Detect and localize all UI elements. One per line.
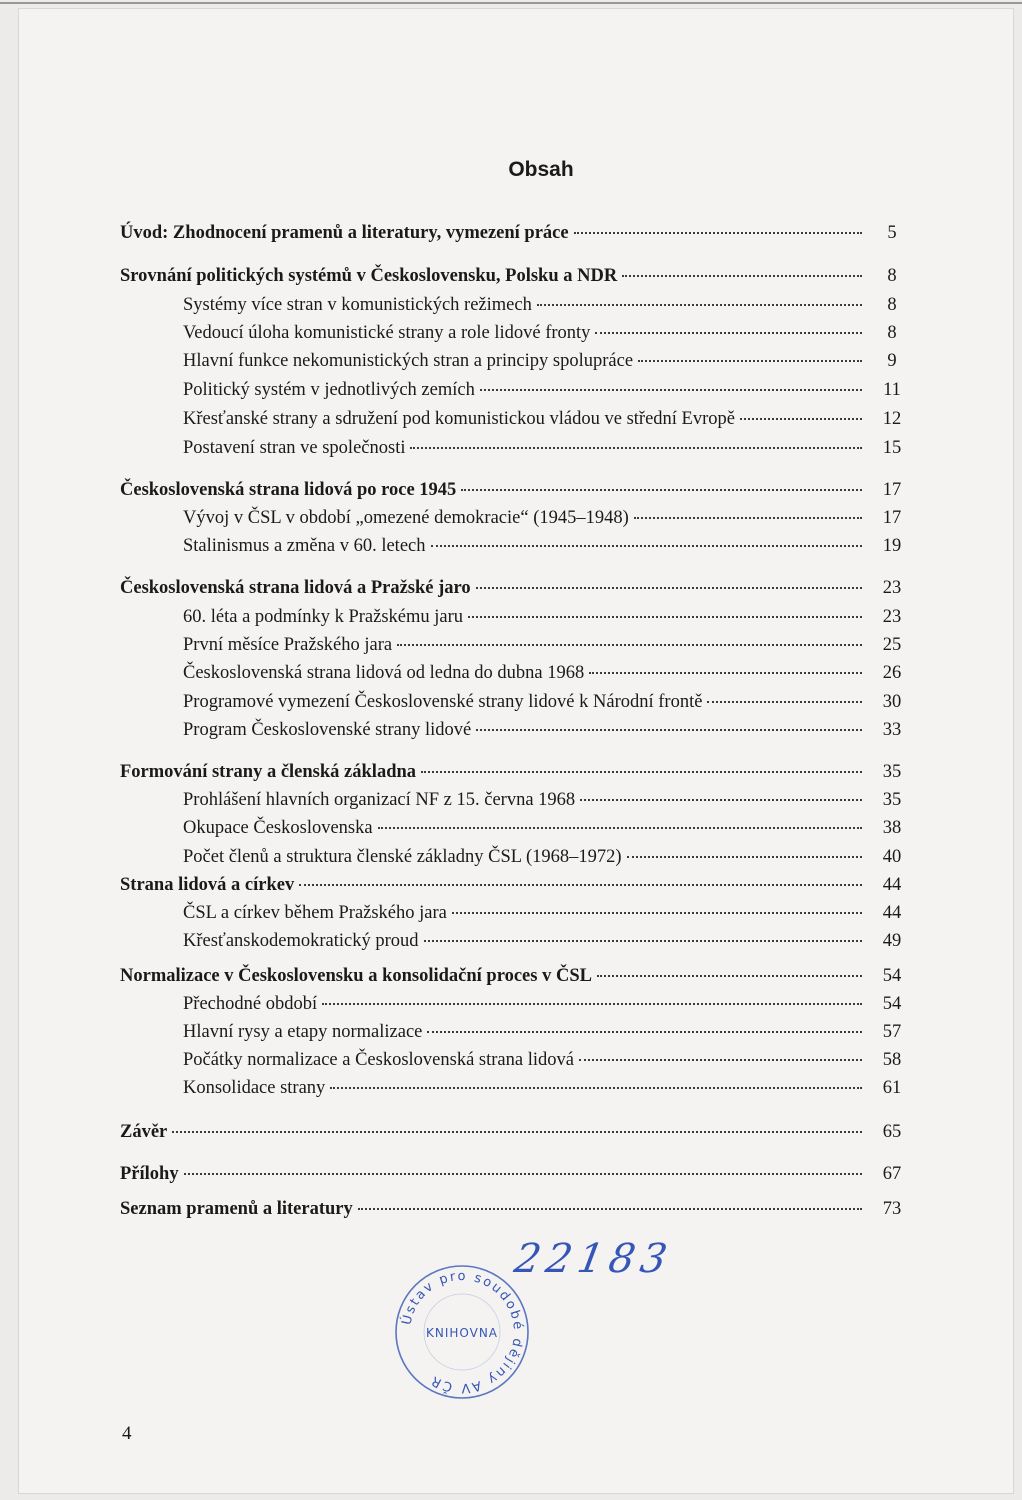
toc-entry-leader xyxy=(120,1160,862,1188)
stamp-center-text: KNIHOVNA xyxy=(425,1326,499,1340)
toc-entry-page: 35 xyxy=(882,790,902,810)
toc-entry-title: Hlavní funkce nekomunistických stran a principy spolupráce xyxy=(183,351,634,371)
toc-entry-leader xyxy=(120,758,862,786)
page-number: 4 xyxy=(122,1423,132,1444)
toc-entry-title: Strana lidová a církev xyxy=(120,875,295,895)
dot-leader xyxy=(707,700,862,703)
toc-entry xyxy=(0,688,1022,716)
toc-entry-title: Srovnání politických systémů v Československu, Polsku a NDR xyxy=(120,266,618,286)
toc-entry xyxy=(0,843,1022,871)
toc-entry-leader xyxy=(183,319,862,347)
dot-leader xyxy=(299,883,862,886)
toc-entry-title: Československá strana lidová po roce 1945 xyxy=(120,480,457,500)
handwritten-inventory-number: 22183 xyxy=(510,1236,677,1282)
toc-entry-leader xyxy=(120,962,862,990)
toc-entry-page: 23 xyxy=(882,607,902,627)
toc-entry xyxy=(0,871,1022,899)
toc-entry xyxy=(0,504,1022,532)
toc-entry-page: 40 xyxy=(882,847,902,867)
toc-entry-page: 38 xyxy=(882,818,902,838)
toc-entry-title: Konsolidace strany xyxy=(183,1078,326,1098)
toc-entry xyxy=(0,1046,1022,1074)
toc-entry-title: Okupace Československa xyxy=(183,818,373,838)
toc-entry-leader xyxy=(183,688,862,716)
toc-entry-leader xyxy=(120,1118,862,1146)
toc-entry-title: Úvod: Zhodnocení pramenů a literatury, vymezení práce xyxy=(120,223,569,243)
dot-leader xyxy=(330,1086,862,1089)
toc-entry xyxy=(0,899,1022,927)
toc-entry-title: Normalizace v Československu a konsolidační proces v ČSL xyxy=(120,966,592,986)
toc-entry-title: Počet členů a struktura členské základny ČSL (1968–1972) xyxy=(183,847,622,867)
toc-entry xyxy=(0,347,1022,375)
toc-entry-leader xyxy=(183,1046,862,1074)
toc-entry xyxy=(0,219,1022,247)
dot-leader xyxy=(322,1002,862,1005)
toc-entry xyxy=(0,434,1022,462)
dot-leader xyxy=(480,388,862,391)
dot-leader xyxy=(580,798,862,801)
toc-entry-leader xyxy=(183,990,862,1018)
toc-entry xyxy=(0,659,1022,687)
toc-entry-title: Československá strana lidová a Pražské jaro xyxy=(120,578,471,598)
toc-entry xyxy=(0,814,1022,842)
toc-entry-leader xyxy=(183,1074,862,1102)
toc-entry-title: Programové vymezení Československé strany lidové k Národní frontě xyxy=(183,692,703,712)
toc-entry-title: Seznam pramenů a literatury xyxy=(120,1199,353,1219)
dot-leader xyxy=(740,417,862,420)
toc-entry xyxy=(0,962,1022,990)
toc-entry xyxy=(0,574,1022,602)
dot-leader xyxy=(579,1058,862,1061)
toc-entry-leader xyxy=(183,631,862,659)
toc-entry xyxy=(0,319,1022,347)
toc-entry-title: Československá strana lidová od ledna do dubna 1968 xyxy=(183,663,585,683)
toc-entry-leader xyxy=(183,1018,862,1046)
toc-entry xyxy=(0,262,1022,290)
dot-leader xyxy=(638,359,862,362)
toc-entry xyxy=(0,405,1022,433)
toc-entry-page: 8 xyxy=(887,295,897,315)
toc-entry-title: ČSL a církev během Pražského jara xyxy=(183,903,447,923)
toc-entry-leader xyxy=(183,291,862,319)
toc-entry xyxy=(0,476,1022,504)
toc-entry-title: Hlavní rysy a etapy normalizace xyxy=(183,1022,423,1042)
toc-entry-page: 25 xyxy=(882,635,902,655)
toc-entry-page: 58 xyxy=(882,1050,902,1070)
toc-entry-leader xyxy=(183,927,862,955)
toc-entry-page: 54 xyxy=(882,994,902,1014)
dot-leader xyxy=(397,643,862,646)
toc-entry-leader xyxy=(183,659,862,687)
toc-entry-page: 11 xyxy=(883,380,901,400)
toc-entry-leader xyxy=(183,434,862,462)
toc-entry-title: Stalinismus a změna v 60. letech xyxy=(183,536,426,556)
dot-leader xyxy=(172,1130,862,1133)
library-stamp xyxy=(392,1262,532,1402)
toc-entry-leader xyxy=(183,347,862,375)
toc-entry-page: 35 xyxy=(882,762,902,782)
toc-entry xyxy=(0,291,1022,319)
toc-entry-title: Počátky normalizace a Československá strana lidová xyxy=(183,1050,574,1070)
toc-entry-leader xyxy=(183,899,862,927)
toc-entry-page: 61 xyxy=(882,1078,902,1098)
dot-leader xyxy=(634,516,862,519)
toc-entry-leader xyxy=(120,219,862,247)
toc-entry xyxy=(0,927,1022,955)
toc-entry-title: Systémy více stran v komunistických režimech xyxy=(183,295,532,315)
toc-entry-page: 12 xyxy=(882,409,902,429)
toc-entry-page: 17 xyxy=(882,480,902,500)
toc-entry-page: 44 xyxy=(882,903,902,923)
toc-entry xyxy=(0,786,1022,814)
toc-entry-leader xyxy=(183,603,862,631)
toc-entry-title: Křesťanskodemokratický proud xyxy=(183,931,419,951)
toc-entry-leader xyxy=(183,814,862,842)
toc-entry-page: 17 xyxy=(882,508,902,528)
dot-leader xyxy=(476,586,862,589)
toc-entry-page: 73 xyxy=(882,1199,902,1219)
toc-entry xyxy=(0,603,1022,631)
toc-entry-page: 33 xyxy=(882,720,902,740)
toc-entry xyxy=(0,532,1022,560)
toc-entry xyxy=(0,376,1022,404)
dot-leader xyxy=(622,274,862,277)
dot-leader xyxy=(468,615,862,618)
toc-entry xyxy=(0,1195,1022,1223)
toc-entry-title: Politický systém v jednotlivých zemích xyxy=(183,380,475,400)
toc-entry-page: 26 xyxy=(882,663,902,683)
toc-entry-leader xyxy=(183,843,862,871)
toc-entry-page: 15 xyxy=(882,438,902,458)
toc-entry xyxy=(0,1074,1022,1102)
dot-leader xyxy=(476,728,862,731)
dot-leader xyxy=(452,911,862,914)
toc-entry-title: Křesťanské strany a sdružení pod komunistickou vládou ve střední Evropě xyxy=(183,409,735,429)
toc-entry-page: 65 xyxy=(882,1122,902,1142)
toc-entry-page: 5 xyxy=(887,223,897,243)
dot-leader xyxy=(421,770,862,773)
dot-leader xyxy=(537,303,862,306)
toc-entry-page: 8 xyxy=(887,266,897,286)
toc-entry xyxy=(0,758,1022,786)
dot-leader xyxy=(424,939,863,942)
toc-entry-page: 9 xyxy=(887,351,897,371)
dot-leader xyxy=(597,974,862,977)
toc-entry-leader xyxy=(183,376,862,404)
dot-leader xyxy=(184,1172,862,1175)
dot-leader xyxy=(627,855,862,858)
toc-entry xyxy=(0,716,1022,744)
dot-leader xyxy=(378,826,862,829)
toc-entry-page: 67 xyxy=(882,1164,902,1184)
toc-entry-page: 30 xyxy=(882,692,902,712)
toc-entry-page: 19 xyxy=(882,536,902,556)
dot-leader xyxy=(410,446,862,449)
toc-entry-title: 60. léta a podmínky k Pražskému jaru xyxy=(183,607,464,627)
page-title: Obsah xyxy=(508,158,574,181)
toc-entry-page: 8 xyxy=(887,323,897,343)
toc-entry-title: Vývoj v ČSL v období „omezené demokracie“ (1945–1948) xyxy=(183,508,629,528)
dot-leader xyxy=(574,231,862,234)
scan-top-edge xyxy=(0,2,1022,4)
toc-entry-title: Prohlášení hlavních organizací NF z 15. června 1968 xyxy=(183,790,576,810)
dot-leader xyxy=(358,1207,862,1210)
toc-entry-leader xyxy=(183,532,862,560)
dot-leader xyxy=(589,671,862,674)
toc-entry-title: Vedoucí úloha komunistické strany a role lidové fronty xyxy=(183,323,591,343)
dot-leader xyxy=(431,544,863,547)
toc-entry-title: Přechodné období xyxy=(183,994,318,1014)
dot-leader xyxy=(595,331,862,334)
toc-entry xyxy=(0,631,1022,659)
toc-entry-leader xyxy=(120,262,862,290)
toc-entry-leader xyxy=(120,1195,862,1223)
toc-entry-leader xyxy=(183,786,862,814)
toc-entry xyxy=(0,1160,1022,1188)
toc-entry xyxy=(0,1118,1022,1146)
toc-entry-leader xyxy=(120,476,862,504)
toc-entry-title: První měsíce Pražského jara xyxy=(183,635,393,655)
toc-entry-title: Přílohy xyxy=(120,1164,179,1184)
toc-entry-page: 57 xyxy=(882,1022,902,1042)
toc-entry-leader xyxy=(120,574,862,602)
toc-entry-title: Postavení stran ve společnosti xyxy=(183,438,406,458)
toc-entry-title: Program Československé strany lidové xyxy=(183,720,472,740)
stamp-ring-text: Ústav pro soudobé dějiny AV ČR xyxy=(399,1268,526,1396)
toc-entry-page: 23 xyxy=(882,578,902,598)
dot-leader xyxy=(461,488,862,491)
toc-entry-title: Závěr xyxy=(120,1122,168,1142)
toc-entry-leader xyxy=(183,405,862,433)
toc-entry-page: 54 xyxy=(882,966,902,986)
toc-entry-title: Formování strany a členská základna xyxy=(120,762,417,782)
toc-entry-page: 44 xyxy=(882,875,902,895)
toc-entry xyxy=(0,990,1022,1018)
toc-entry-leader xyxy=(183,504,862,532)
toc-entry-page: 49 xyxy=(882,931,902,951)
dot-leader xyxy=(427,1030,862,1033)
toc-entry-leader xyxy=(183,716,862,744)
toc-entry-leader xyxy=(120,871,862,899)
toc-entry xyxy=(0,1018,1022,1046)
